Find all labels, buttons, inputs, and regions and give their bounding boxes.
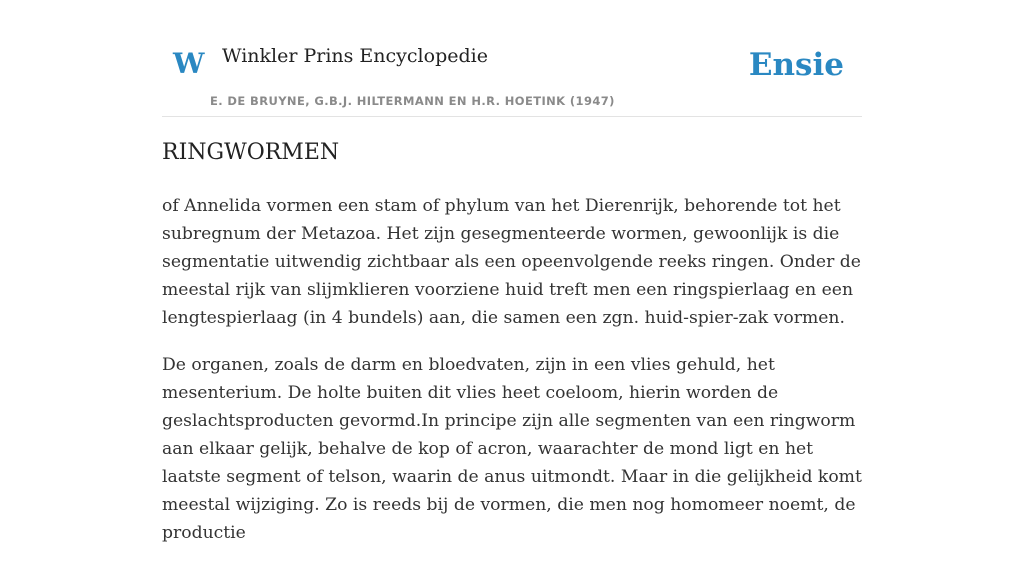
winkler-prins-logo[interactable]: W [173, 47, 205, 80]
article-title: RINGWORMEN [162, 140, 340, 165]
encyclopedia-title-link[interactable]: Winkler Prins Encyclopedie [222, 45, 488, 67]
encyclopedia-header [162, 0, 862, 117]
article-body [162, 192, 862, 566]
encyclopedia-authors: E. DE BRUYNE, G.B.J. HILTERMANN EN H.R. HOETINK (1947) [210, 94, 615, 108]
ensie-brand-logo[interactable]: Ensie [748, 47, 844, 83]
article-paragraph-1: of Annelida vormen een stam of phylum van het Dierenrijk, behorende tot het subregnum der Metazoa. Het zijn gesegmenteerde wormen, gewoonlijk is die segmentatie uitwendig zichtbaar als een opeenvolgende reeks ringen. Onder de meestal rijk van slijmklieren voorziene huid treft men een ringspierlaag en een lengtespierlaag (in 4 bundels) aan, die samen een zgn. huid-spier-zak vormen. [162, 196, 861, 328]
article-paragraph-2: De organen, zoals de darm en bloedvaten, zijn in een vlies gehuld, het mesenterium. De holte buiten dit vlies heet coeloom, hierin worden de geslachtsproducten gevormd.In principe zijn alle segmenten van een ringworm aan elkaar gelijk, behalve de kop of acron, waarachter de mond ligt en het laatste segment of telson, waarin de anus uitmondt. Maar in die gelijkheid komt meestal wijziging. Zo is reeds bij de vormen, die men nog homomeer noemt, de productie [162, 355, 862, 543]
